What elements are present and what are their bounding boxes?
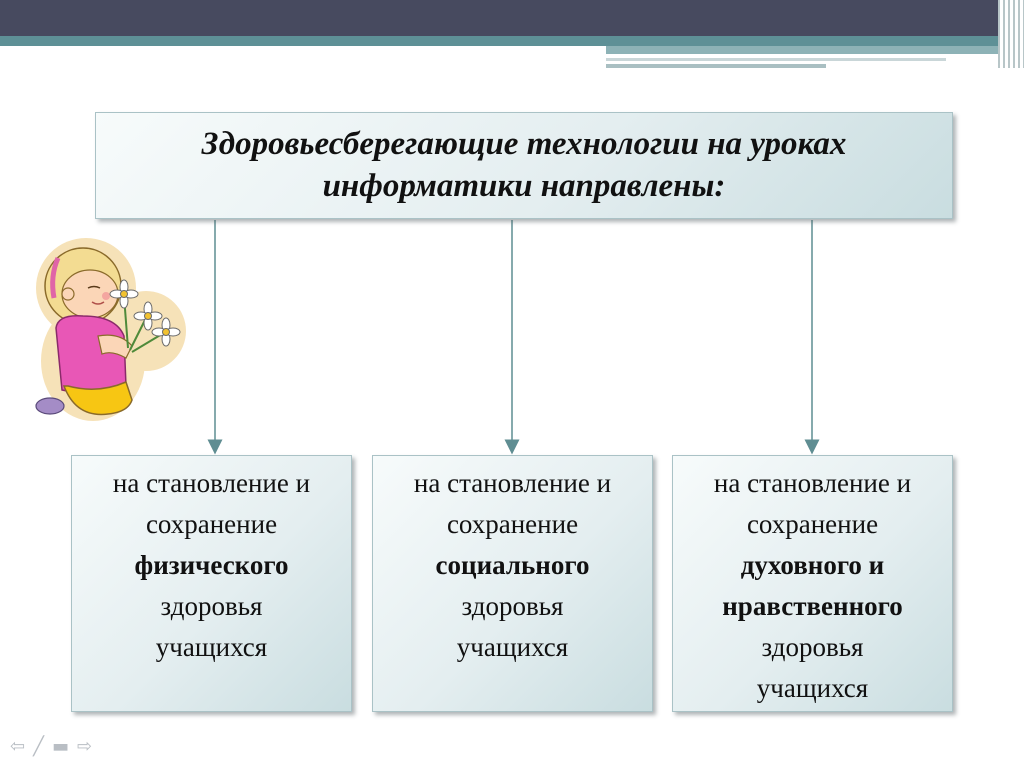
girl-with-flowers-illustration bbox=[28, 236, 188, 436]
branch-text: здоровья bbox=[761, 632, 864, 662]
branch-emphasis: физического bbox=[134, 550, 289, 580]
branch-text: на становление и bbox=[413, 468, 612, 498]
branch-emphasis: социального bbox=[435, 550, 590, 580]
branch-text: сохранение bbox=[446, 509, 579, 539]
branch-text: учащихся bbox=[456, 632, 569, 662]
slide-navigation bbox=[10, 736, 92, 757]
branch-text: учащихся bbox=[155, 632, 268, 662]
branch-text: на становление и bbox=[713, 468, 912, 498]
branch-emphasis: духовного и bbox=[740, 550, 885, 580]
diagram-title: Здоровьесберегающие технологии на уроках информатики направлены: bbox=[201, 126, 847, 204]
branch-text: здоровья bbox=[461, 591, 564, 621]
branch-text: сохранение bbox=[145, 509, 278, 539]
branch-text: сохранение bbox=[746, 509, 879, 539]
branch-text: учащихся bbox=[756, 673, 869, 703]
menu-icon[interactable]: ▬ bbox=[51, 736, 69, 757]
branch-spiritual-box bbox=[672, 455, 953, 712]
branch-text: здоровья bbox=[160, 591, 263, 621]
branch-text: на становление и bbox=[112, 468, 311, 498]
pen-icon[interactable]: ╱ bbox=[33, 736, 44, 757]
branch-emphasis: нравственного bbox=[722, 591, 903, 621]
next-slide-icon[interactable]: ⇨ bbox=[76, 736, 93, 757]
previous-slide-icon[interactable]: ⇦ bbox=[10, 736, 26, 757]
branch-physical-box bbox=[71, 455, 352, 712]
branch-social-box bbox=[372, 455, 653, 712]
diagram-title-box bbox=[95, 112, 953, 219]
